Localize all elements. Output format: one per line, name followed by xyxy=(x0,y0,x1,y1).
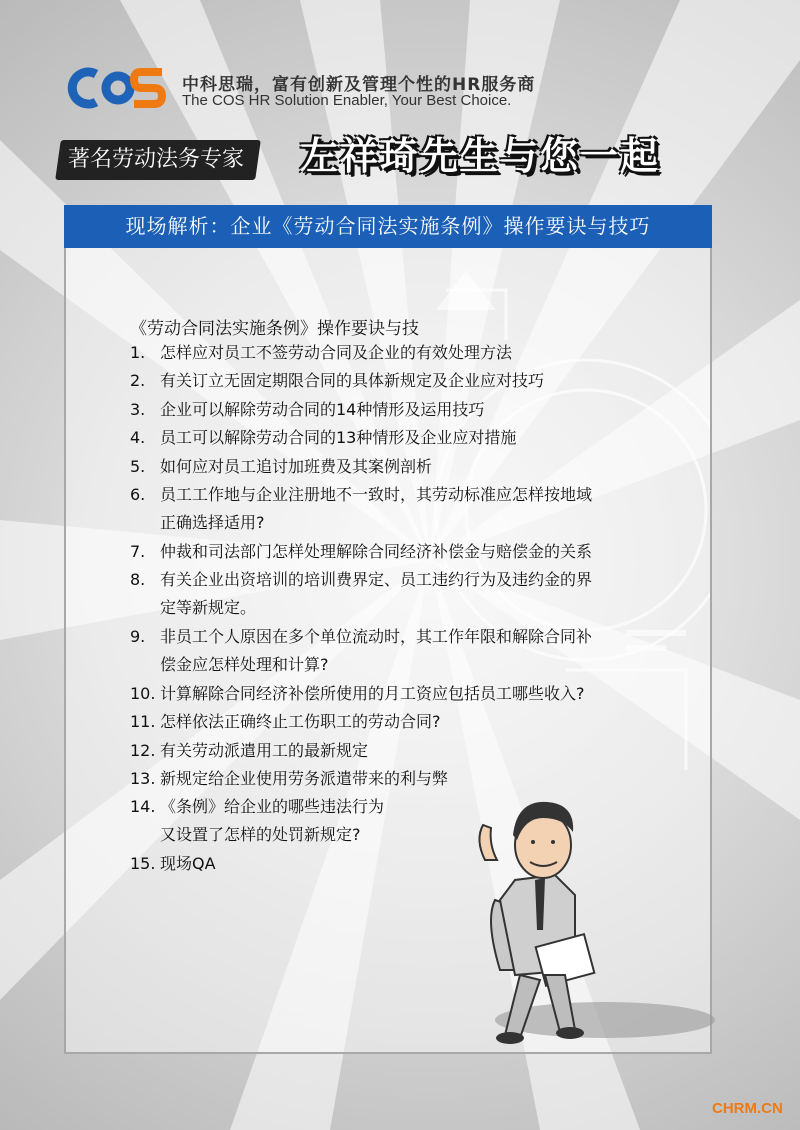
brand-tagline-en: The COS HR Solution Enabler, Your Best Choice. xyxy=(182,92,512,109)
topic-text-continued: 又设置了怎样的处罚新规定? xyxy=(160,825,361,845)
topic-item xyxy=(130,396,675,424)
topic-text-continued: 正确选择适用? xyxy=(160,513,265,532)
topic-text: 员工工作地与企业注册地不一致时，其劳动标准应怎样按地域 xyxy=(160,485,593,504)
topic-item xyxy=(130,538,675,566)
topic-item xyxy=(130,481,675,537)
topic-text: 怎样应对员工不签劳动合同及企业的有效处理方法 xyxy=(160,343,513,362)
topic-number: 15. xyxy=(130,854,156,874)
headline-prefix-text: 著名劳动法务专家 xyxy=(68,147,245,172)
topic-item xyxy=(130,708,675,736)
topic-text: 《条例》给企业的哪些违法行为 xyxy=(160,797,385,817)
headline-prefix xyxy=(55,140,261,180)
topic-number: 6. xyxy=(130,485,146,504)
topic-text: 有关劳动派遣用工的最新规定 xyxy=(160,740,369,760)
topic-text: 仲裁和司法部门怎样处理解除合同经济补偿金与赔偿金的关系 xyxy=(160,541,593,561)
cartoon-presenter-illustration xyxy=(425,770,715,1050)
panel-header: 现场解析：企业《劳动合同法实施条例》操作要诀与技巧 xyxy=(64,205,712,248)
brand-tagline-cn: 中科思瑞，富有创新及管理个性的HR服务商 xyxy=(182,75,536,95)
headline-name: 左祥琦先生与您一起 xyxy=(300,134,661,178)
topic-item xyxy=(130,453,675,481)
topic-text: 企业可以解除劳动合同的14种情形及运用技巧 xyxy=(160,399,485,419)
topic-item xyxy=(130,424,675,452)
topic-number: 7. xyxy=(130,541,146,561)
topic-number: 13. xyxy=(130,769,156,788)
topic-number: 14. xyxy=(130,797,156,817)
site-watermark: CHRM.CN xyxy=(712,1100,783,1117)
topic-text: 现场QA xyxy=(160,854,216,874)
topic-number: 9. xyxy=(130,627,146,646)
topic-item xyxy=(130,623,675,679)
topic-item xyxy=(130,680,675,708)
topic-text-continued: 定等新规定。 xyxy=(160,598,257,618)
topic-text: 有关订立无固定期限合同的具体新规定及企业应对技巧 xyxy=(160,371,545,391)
topic-text: 新规定给企业使用劳务派遣带来的利与弊 xyxy=(160,769,449,788)
topic-item xyxy=(130,566,675,622)
topic-number: 8. xyxy=(130,570,146,590)
topic-text: 有关企业出资培训的培训费界定、员工违约行为及违约金的界 xyxy=(160,570,593,590)
topic-number: 4. xyxy=(130,428,146,448)
topic-text: 计算解除合同经济补偿所使用的月工资应包括员工哪些收入? xyxy=(160,683,585,703)
list-title: 《劳动合同法实施条例》操作要诀与技 xyxy=(130,319,419,339)
topic-item xyxy=(130,339,675,367)
topic-text: 如何应对员工追讨加班费及其案例剖析 xyxy=(160,456,433,476)
topic-text: 员工可以解除劳动合同的13种情形及企业应对措施 xyxy=(160,428,517,448)
topic-number: 1. xyxy=(130,343,146,362)
topic-number: 3. xyxy=(130,399,146,419)
topic-number: 2. xyxy=(130,371,146,391)
topic-item xyxy=(130,737,675,765)
topic-text: 怎样依法正确终止工伤职工的劳动合同? xyxy=(160,712,441,732)
topic-item xyxy=(130,367,675,395)
topic-text-continued: 偿金应怎样处理和计算? xyxy=(160,655,329,674)
topic-number: 11. xyxy=(130,712,156,732)
topic-number: 12. xyxy=(130,740,156,760)
topic-text: 非员工个人原因在多个单位流动时，其工作年限和解除合同补 xyxy=(160,627,593,646)
cos-logo xyxy=(66,66,168,110)
topic-number: 10. xyxy=(130,683,156,703)
topic-number: 5. xyxy=(130,456,146,476)
